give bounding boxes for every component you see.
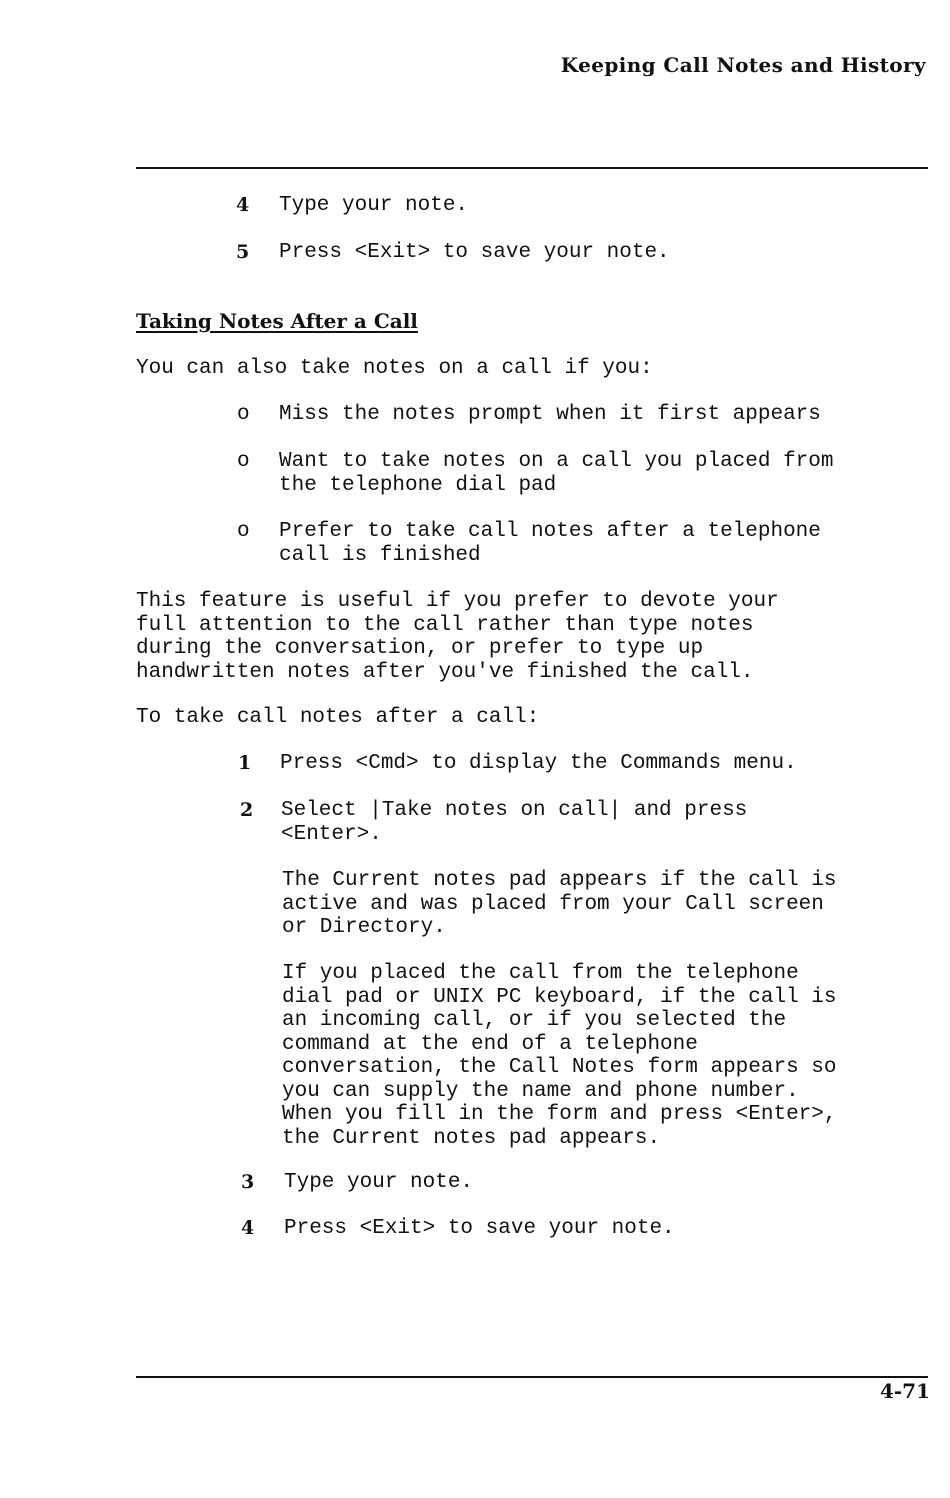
step-number: 2 xyxy=(240,799,254,821)
step-text: Type your note. xyxy=(279,194,469,217)
section-heading: Taking Notes After a Call xyxy=(136,309,418,333)
bullet-marker: o xyxy=(237,520,250,543)
step-number: 4 xyxy=(241,1217,255,1239)
section-intro: You can also take notes on a call if you: xyxy=(136,357,653,380)
bullet-text: Want to take notes on a call you placed from the telephone dial pad xyxy=(279,450,834,497)
bullet-marker: o xyxy=(237,403,250,426)
bullet-text: Miss the notes prompt when it first appears xyxy=(279,403,821,426)
step-number: 5 xyxy=(236,241,250,263)
step-number: 3 xyxy=(241,1171,255,1193)
feature-paragraph: This feature is useful if you prefer to devote your full attention to the call rather than type notes during the conversation, or prefer to type up handwritten notes after you've finished the call. xyxy=(136,590,779,684)
step-note: If you placed the call from the telephone dial pad or UNIX PC keyboard, if the call is an incoming call, or if you selected the command at the end of a telephone conversation, the Call Notes form appears so you can supply the name and phone number. When you fill in the form and press <Enter>, the Current notes pad appears. xyxy=(282,962,837,1150)
step-text: Press <Exit> to save your note. xyxy=(284,1217,675,1240)
step-text: Press <Cmd> to display the Commands menu. xyxy=(280,752,797,775)
page-header-title: Keeping Call Notes and History xyxy=(560,53,926,77)
footer-rule xyxy=(136,1376,928,1378)
header-rule xyxy=(136,167,928,169)
bullet-text: Prefer to take call notes after a telephone call is finished xyxy=(279,520,821,567)
step-note: The Current notes pad appears if the call is active and was placed from your Call screen or Directory. xyxy=(282,869,837,939)
bullet-marker: o xyxy=(237,450,250,473)
step-text: Press <Exit> to save your note. xyxy=(279,241,670,264)
step-text: Type your note. xyxy=(284,1171,474,1194)
procedure-intro: To take call notes after a call: xyxy=(136,706,540,729)
step-number: 4 xyxy=(236,194,250,216)
step-number: 1 xyxy=(238,752,252,774)
step-text: Select |Take notes on call| and press <Enter>. xyxy=(281,799,748,846)
page-number: 4-71 xyxy=(879,1379,930,1403)
